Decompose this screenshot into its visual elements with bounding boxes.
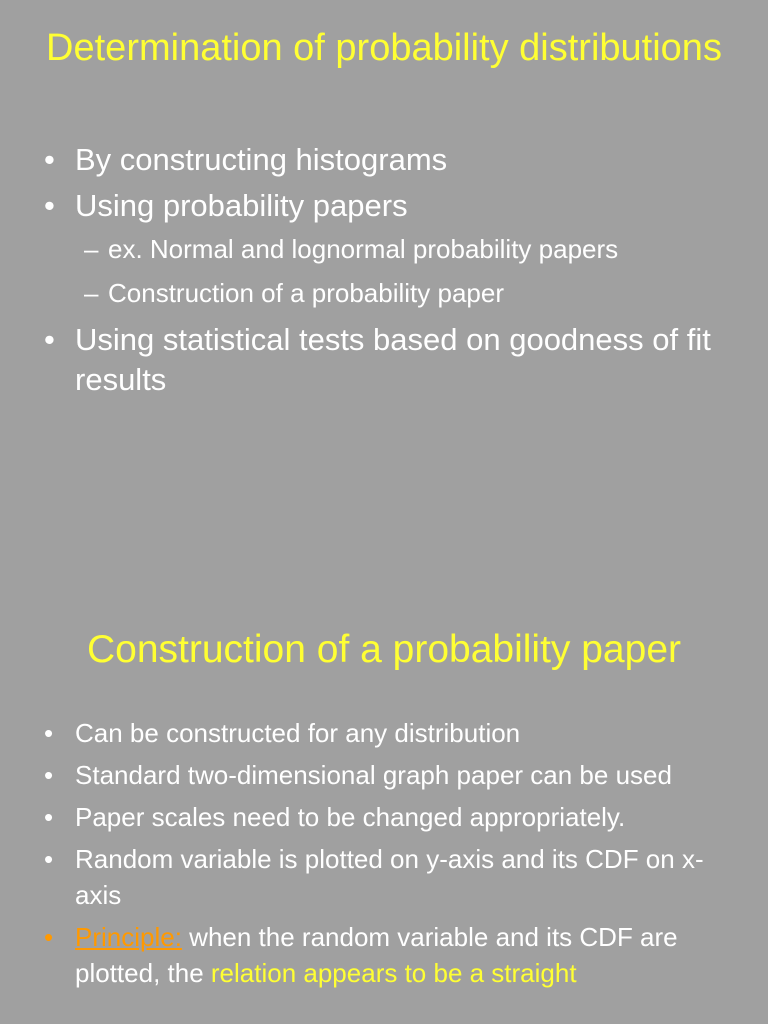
bullet-icon: • (44, 322, 55, 357)
bullet-item (0, 841, 768, 913)
bullet-icon: • (44, 922, 54, 952)
slide-1-bullet-list (0, 140, 768, 410)
slide-2-title: Construction of a probability paper (86, 628, 681, 671)
bullet-item (0, 320, 768, 400)
bullet-text: By constructing histograms (75, 142, 448, 177)
bullet-icon: • (44, 142, 55, 177)
slide-2 (0, 600, 768, 1024)
bullet-icon: • (44, 844, 54, 874)
sub-bullet-text: ex. Normal and lognormal probability papers (108, 234, 619, 264)
bullet-icon: • (44, 760, 54, 790)
dash-icon: – (84, 278, 99, 308)
bullet-text: Paper scales need to be changed appropriately. (75, 802, 626, 832)
principle-highlight: relation appears to be a straight (210, 958, 577, 988)
bullet-item (0, 186, 768, 226)
bullet-item (0, 799, 768, 835)
bullet-item (0, 757, 768, 793)
sub-bullet-item (0, 232, 768, 266)
bullet-text: Can be constructed for any distribution (75, 718, 521, 748)
principle-text: when the random variable and its CDF are plotted, the (75, 922, 678, 988)
bullet-icon: • (44, 718, 54, 748)
bullet-item (0, 140, 768, 180)
sub-bullet-text: Construction of a probability paper (108, 278, 505, 308)
bullet-icon: • (44, 188, 55, 223)
dash-icon: – (84, 234, 99, 264)
bullet-icon: • (44, 802, 54, 832)
principle-bullet-item (0, 919, 768, 991)
bullet-item (0, 715, 768, 751)
principle-label: Principle: (75, 922, 182, 952)
bullet-text: Using statistical tests based on goodness of fit results (75, 322, 711, 397)
sub-bullet-item (0, 276, 768, 310)
slide-2-bullet-list (0, 715, 768, 997)
slide-1-title: Determination of probability distributions (46, 27, 722, 69)
bullet-text: Random variable is plotted on y-axis and its CDF on x-axis (75, 844, 704, 910)
bullet-text: Using probability papers (75, 188, 408, 223)
bullet-text: Standard two-dimensional graph paper can be used (75, 760, 672, 790)
